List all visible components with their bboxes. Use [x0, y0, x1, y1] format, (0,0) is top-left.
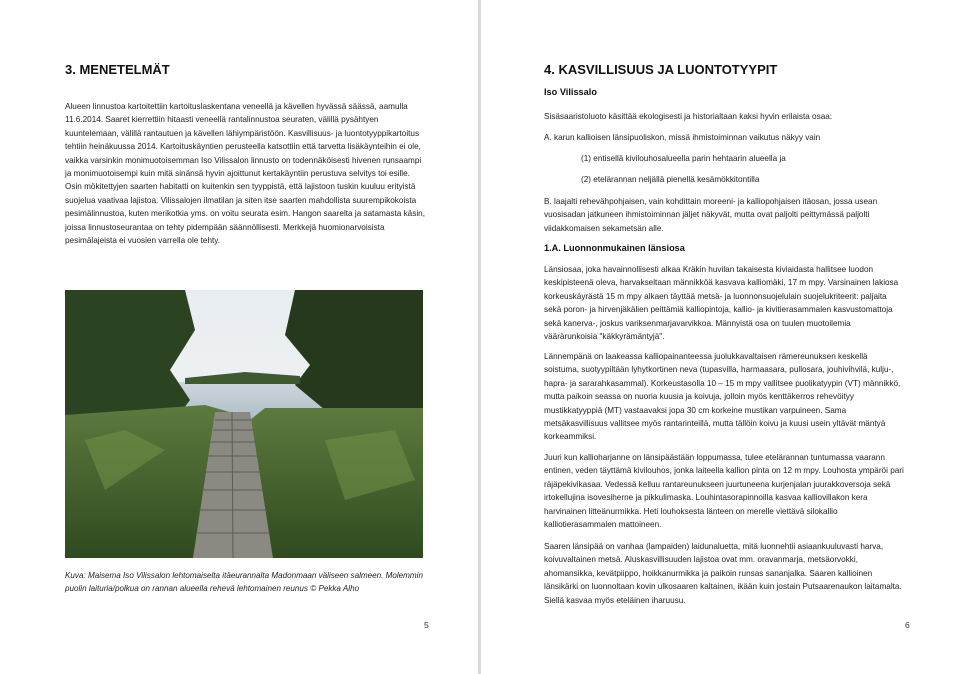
- section-heading-methods: 3. MENETELMÄT: [65, 62, 170, 77]
- methods-body-text: Kartoituskäyntien perusteella katsottiin että tarvetta lisäkäynteihin ei ole, vaikka varsinkin monimuotoisemman Iso Vilissalon linnusto on todennäköisesti hivenen runsaampi ja monimuotoisempi kuin mitä sinänsä hyvin ajoittunut kertakäyntiin perustuva selvitys toi esille. Osin mökitettyjen saarten habitatti on kuitenkin sen tyyppistä, että lajistoon tuskin kuuluu erityistä suojelua vaativaa lajistoa. Vilissalojen ilmatilan ja siten itse saarten mahdollista suurempikokoista pesimälinnustoa, kuten merikotkia yms. on voitu seurata esim. Hangon saarelta ja satamasta käsin, joissa linnustoseurantaa on tehty pidempään säännöllisesti. Merkkejä huomionarvoisista pesimälajeista ei vuosien varrella ole tehty.: [65, 142, 425, 246]
- subheading-iso-vilissalo: Iso Vilissalo: [544, 87, 597, 97]
- list-item-a: A. karun kallioisen länsipuoliskon, missä ihmistoiminnan vaikutus näkyy vain: [544, 133, 821, 142]
- photo-caption: Kuva: Maisema Iso Vilissalon lehtomaiselta itäeurannalta Madonmaan väliseen salmeen. Molemmin puolin laituria/polkua on rannan alueella rehevä lehtomainen reunus © Pekka Alho: [65, 571, 423, 593]
- paragraph-west-4: Saaren länsipää on vanhaa (lampaiden) laidunaluetta, mitä luonnehtii asiaankuuluvasti harva, koivuvaltainen metsä. Aluskasvillisuuden lajistoa ovat mm. oravanmarja, metsäorvokki, ahomansikka, kevätpiippo, hoikkanurmikka ja paikoin runsas sananjalka. Saaren kallioinen länsikärki on luonnoltaan kovin ulkosaaren kaltainen, ikään kuin jostain Putsaarenaukon laitamalta. Siellä kasvaa myös eteläinen iharuusu.: [544, 542, 902, 605]
- right-page: [481, 0, 960, 674]
- list-subitem-2: (2) etelärannan neljällä pienellä kesämökkitontilla: [581, 175, 760, 184]
- island-intro-text: Sisäsaaristoluoto käsittää ekologisesti ja historialtaan kaksi hyvin erilaista osaa:: [544, 112, 833, 121]
- page-number-right: 6: [905, 620, 910, 630]
- page-number-left: 5: [424, 620, 429, 630]
- left-page: [0, 0, 478, 674]
- section-heading-vegetation: 4. KASVILLISUUS JA LUONTOTYYPIT: [544, 62, 778, 77]
- lake-boardwalk-photo: [65, 290, 423, 558]
- methods-intro-paragraph: Alueen linnustoa kartoitettiin kartoituslaskentana veneellä ja kävellen hyvässä säässä, aamulla 11.6.2014. Saaret kierrettiin hitaasti veneellä rantalinnustoa seuraten, välillä pysähtyen kuuntelemaan, välillä rantautuen ja kävellen lähiympäristöön. Kasvillisuus- ja luontotyyppikartoitus tehtiin heinäkuussa 2014. Kartoituskäyntien perusteella katsottiin että tarvetta lisäkäynteihin ei ole, vaikka varsinkin monimuotoisemman Iso Vilissalon linnusto on todennäköisesti hivenen runsaampi ja monimuotoisempi kuin mitä sinänsä hyvin ajoittunut kertakäyntiin perustuva selvitys toi esille. Osin mökitettyjen saarten habitatti on kuitenkin sen tyyppistä, että lajistoon tuskin kuuluu erityistä suojelua vaativaa lajistoa. Vilissalojen ilmatilan ja siten itse saarten mahdollista suurempikokoista pesimälinnustoa, kuten merikotkia yms. on voitu seurata esim. Hangon saarelta ja satamasta käsin, joissa linnustoseurantaa on tehty pidempään säännöllisesti. Merkkejä huomionarvoisista pesimälajeista ei vuosien varrella ole tehty.: [65, 102, 425, 246]
- list-subitem-1: (1) entisellä kivilouhosalueella parin hehtaarin alueella ja: [581, 154, 786, 163]
- paragraph-west-2: Lännempänä on laakeassa kalliopainanteessa juolukkavaltaisen rämereunuksen keskellä soistuma, suotyypiltään lyhytkortinen neva (tupasvilla, harmaasara, pullosara, jouhivihvilä, kulju-, hapra- ja sararahkasammal). Korkeustasolla 10 – 15 m mpy vallitsee puolikatyypin (VT) männikkö, mutta paikoin seassa on nuoria kuusia ja koivuja, jolloin myös kenttäkerros rehevöityy mustikkatyyppiä (MT) vastaavaksi jopa 30 cm korkeine mustikan varpuineen. Sama metsäkasvillisuus vallitsee myös rantarinteillä, mutta tällöin koivu ja kuusi usein yltävät mäntyä korkeammiksi.: [544, 352, 901, 442]
- paragraph-west-3: Juuri kun kallioharjanne on länsipäästään loppumassa, tulee etelärannan tuntumassa vaarann entinen, veden täyttämä kivilouhos, jonka laiteella kallion pinta on 12 m mpy. Louhosta ympäröi pari räjäpekivikasaa. Vedessä kelluu rantareunukseen juurtuneena kurjenjalan juurakkoversoja sekä irtokellujina isovesiherne ja pikkulimaska. Louhintasorapinnoilla kasvaa kalliovillakon kera harvinainen litteänurmikka. Heti louhoksesta länteen on merelle viettävä silokallio kalliotierasammalen mattoineen.: [544, 453, 904, 530]
- paragraph-west-1: Länsiosaa, joka havainnollisesti alkaa Kräkin huvilan takaisesta kiviaidasta hallitsee luodon keskipisteenä oleva, harvakseltaan männikköä kasvava kalliomäki, 17 m mpy. Varsinainen lakiosa korkeuskäyrästä 15 m mpy alkaen täyttää metsä- ja luonnonsuojelulain suojelukriteerit: paljaita sekä poron- ja hirvenjäkälien peittämiä kalliopintoja, kallio- ja kivitierasammalen kasvustomattoja sekä kanerva-, joskus variksenmarjavarvikkoa. Männyistä osa on tuulen muotoilemia väärärunkoisia "käkkyrämäntyjä".: [544, 265, 899, 342]
- section-title-west: 1.A. Luonnonmukainen länsiosa: [544, 243, 685, 253]
- list-item-b: B. laajalti rehevähpohjaisen, vain kohdittain moreeni- ja kalliopohjaisen itäosan, jossa usean vuosisadan jatkuneen ihmistoiminnan jäljet näkyvät, mutta ovat paljolti peittymässä paljolti viidakkomaisen sekametsän alle.: [544, 197, 878, 233]
